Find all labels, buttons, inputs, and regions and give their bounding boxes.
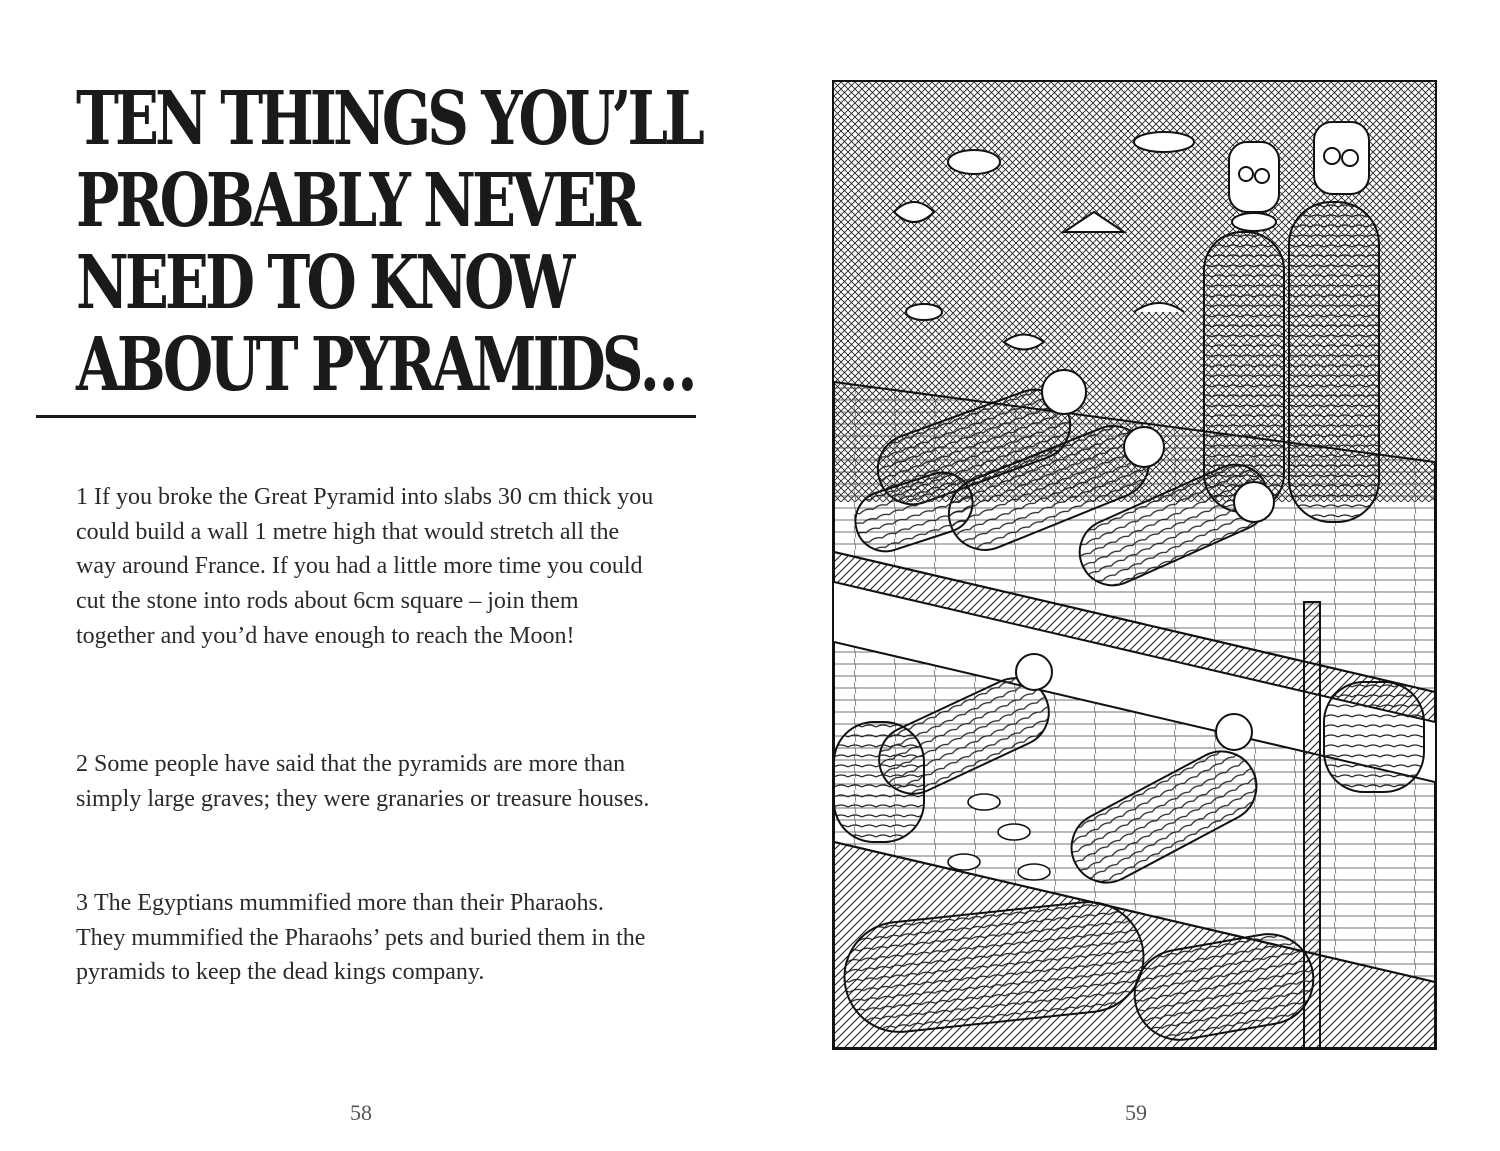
fact-text: The Egyptians mummified more than their Pharaohs. They mummified the Pharaohs’ pets and buried them in the pyramids to keep the dead kings company. xyxy=(76,890,646,986)
fact-text: Some people have said that the pyramids are more than simply large graves; they were granaries or treasure houses. xyxy=(76,751,650,812)
fact-paragraph xyxy=(76,747,656,816)
title-divider xyxy=(36,415,696,418)
title-line: TEN THINGS YOU’LL xyxy=(76,76,701,162)
fact-number: 1 xyxy=(76,484,88,510)
title-line: ABOUT PYRAMIDS… xyxy=(76,322,694,408)
fact-text: If you broke the Great Pyramid into slabs 30 cm thick you could build a wall 1 metre high that would stretch all the way around France. If you had a little more time you could cut the stone into rods about 6cm square – join them together and you’d have enough to reach the Moon! xyxy=(76,484,654,649)
fact-paragraph xyxy=(76,886,656,990)
chapter-title xyxy=(76,76,701,408)
title-line: NEED TO KNOW xyxy=(76,240,572,326)
page-number-left: 58 xyxy=(350,1100,372,1125)
fact-paragraph xyxy=(76,480,656,654)
page-number-right: 59 xyxy=(1125,1100,1147,1125)
fact-number: 2 xyxy=(76,751,88,777)
fact-number: 3 xyxy=(76,890,88,916)
title-line: PROBABLY NEVER xyxy=(76,158,638,244)
illustration-drawing xyxy=(834,82,1435,1048)
mummies-illustration xyxy=(832,80,1437,1050)
